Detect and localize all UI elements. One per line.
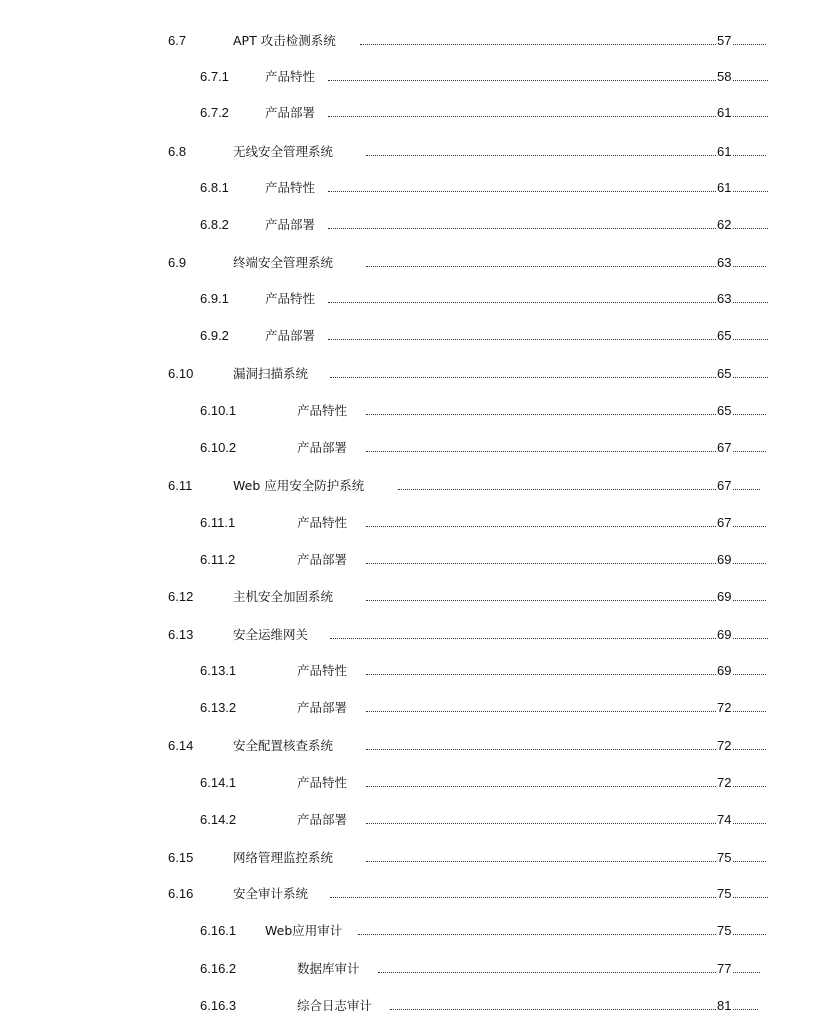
toc-entry-number: 6.13 [168,627,194,642]
toc-entry[interactable] [0,660,826,682]
toc-entry[interactable] [0,177,826,199]
toc-entry-page-number: 67 [716,437,732,459]
toc-dot-leader [366,451,766,452]
toc-dot-leader [328,80,768,81]
toc-entry[interactable] [0,624,826,646]
toc-entry-number: 6.16.2 [200,961,237,976]
toc-entry-title: 产品部署 [297,552,348,567]
toc-entry-title: 综合日志审计 [297,998,373,1013]
toc-entry-title: 产品部署 [265,328,316,343]
toc-entry[interactable] [0,363,826,385]
toc-entry-number: 6.14.1 [200,775,237,790]
toc-entry-title: Web应用审计 [265,923,343,938]
toc-entry-number: 6.7.2 [200,105,229,120]
toc-dot-leader [330,897,768,898]
toc-entry-title: 产品部署 [297,700,348,715]
toc-entry[interactable] [0,30,826,52]
toc-entry-number: 6.11.2 [200,552,236,567]
toc-dot-leader [358,934,766,935]
toc-entry-number: 6.13.1 [200,663,237,678]
toc-entry-title: 漏洞扫描系统 [233,366,309,381]
toc-dot-leader [366,155,766,156]
toc-entry-page-number: 65 [716,400,732,422]
toc-entry-page-number: 65 [716,325,732,347]
toc-entry[interactable] [0,475,826,497]
toc-entry-title: 终端安全管理系统 [233,255,334,270]
toc-entry-page-number: 63 [716,252,732,274]
toc-entry-page-number: 61 [716,141,732,163]
toc-entry-title: 产品特性 [265,291,316,306]
toc-entry-number: 6.15 [168,850,194,865]
toc-entry-title: 数据库审计 [297,961,360,976]
toc-entry-page-number: 65 [716,363,732,385]
toc-entry-title: 产品特性 [265,180,316,195]
toc-dot-leader [366,711,766,712]
toc-entry[interactable] [0,325,826,347]
toc-entry-number: 6.16 [168,886,194,901]
toc-dot-leader [366,600,766,601]
toc-dot-leader [328,191,768,192]
toc-dot-leader [398,489,760,490]
toc-entry-page-number: 75 [716,883,732,905]
toc-entry[interactable] [0,958,826,980]
toc-entry-page-number: 57 [716,30,732,52]
toc-dot-leader [328,228,768,229]
toc-entry-title: 主机安全加固系统 [233,589,334,604]
toc-entry-title: 产品部署 [265,217,316,232]
toc-entry-title: 产品特性 [297,663,348,678]
toc-dot-leader [328,339,768,340]
toc-dot-leader [366,266,766,267]
toc-entry-page-number: 62 [716,214,732,236]
toc-dot-leader [366,674,766,675]
toc-entry-title: 产品特性 [297,515,348,530]
toc-entry-number: 6.11 [168,478,193,493]
toc-entry[interactable] [0,512,826,534]
toc-entry[interactable] [0,400,826,422]
toc-entry-page-number: 81 [716,995,732,1017]
toc-dot-leader [360,44,766,45]
toc-entry-page-number: 72 [716,697,732,719]
toc-dot-leader [366,563,766,564]
toc-dot-leader [366,749,766,750]
toc-entry-title: APT 攻击检测系统 [233,33,336,48]
toc-entry[interactable] [0,214,826,236]
toc-entry-page-number: 69 [716,624,732,646]
toc-entry-number: 6.16.1 [200,923,237,938]
toc-entry-number: 6.7.1 [200,69,229,84]
toc-entry-page-number: 72 [716,772,732,794]
toc-entry-number: 6.10.1 [200,403,237,418]
toc-entry-number: 6.8.2 [200,217,229,232]
toc-entry[interactable] [0,288,826,310]
toc-entry-number: 6.8.1 [200,180,229,195]
toc-entry[interactable] [0,102,826,124]
toc-entry[interactable] [0,847,826,869]
toc-entry-number: 6.9.2 [200,328,229,343]
toc-entry[interactable] [0,995,826,1017]
toc-entry-page-number: 69 [716,660,732,682]
toc-dot-leader [366,526,766,527]
toc-dot-leader [366,861,766,862]
toc-entry-title: 产品特性 [265,69,316,84]
toc-entry[interactable] [0,735,826,757]
toc-entry-title: 安全运维网关 [233,627,309,642]
toc-entry-title: 无线安全管理系统 [233,144,334,159]
toc-entry[interactable] [0,66,826,88]
toc-entry-number: 6.14.2 [200,812,237,827]
toc-dot-leader [328,116,768,117]
toc-entry-number: 6.14 [168,738,194,753]
toc-entry-number: 6.12 [168,589,194,604]
toc-entry-number: 6.11.1 [200,515,236,530]
toc-dot-leader [366,823,766,824]
toc-entry-title: Web 应用安全防护系统 [233,478,365,493]
toc-entry-title: 产品部署 [297,812,348,827]
toc-entry[interactable] [0,586,826,608]
toc-entry[interactable] [0,549,826,571]
toc-entry[interactable] [0,252,826,274]
toc-entry[interactable] [0,437,826,459]
toc-dot-leader [378,972,760,973]
toc-entry-number: 6.7 [168,33,187,48]
toc-entry-title: 产品特性 [297,775,348,790]
toc-entry-page-number: 69 [716,549,732,571]
toc-entry-page-number: 74 [716,809,732,831]
toc-entry-number: 6.10.2 [200,440,237,455]
toc-dot-leader [390,1009,758,1010]
toc-entry-page-number: 61 [716,102,732,124]
toc-dot-leader [330,638,768,639]
toc-entry-page-number: 69 [716,586,732,608]
toc-entry[interactable] [0,697,826,719]
toc-entry-number: 6.8 [168,144,187,159]
toc-entry-number: 6.9.1 [200,291,229,306]
toc-entry-title: 产品部署 [265,105,316,120]
toc-entry-page-number: 67 [716,475,732,497]
toc-entry-page-number: 67 [716,512,732,534]
toc-dot-leader [328,302,768,303]
toc-entry-number: 6.13.2 [200,700,237,715]
toc-entry-page-number: 61 [716,177,732,199]
toc-entry-number: 6.10 [168,366,194,381]
toc-entry[interactable] [0,809,826,831]
toc-entry-title: 产品部署 [297,440,348,455]
toc-entry-page-number: 77 [716,958,732,980]
toc-entry-number: 6.16.3 [200,998,237,1013]
toc-dot-leader [330,377,768,378]
toc-entry-title: 安全配置核查系统 [233,738,334,753]
toc-entry-number: 6.9 [168,255,187,270]
toc-entry-page-number: 75 [716,920,732,942]
toc-entry-page-number: 63 [716,288,732,310]
toc-entry-page-number: 75 [716,847,732,869]
toc-entry[interactable] [0,920,826,942]
toc-entry-page-number: 58 [716,66,732,88]
toc-entry[interactable] [0,883,826,905]
toc-entry-title: 安全审计系统 [233,886,309,901]
toc-entry[interactable] [0,772,826,794]
toc-entry-title: 网络管理监控系统 [233,850,334,865]
toc-dot-leader [366,786,766,787]
toc-entry-page-number: 72 [716,735,732,757]
toc-entry-title: 产品特性 [297,403,348,418]
toc-entry[interactable] [0,141,826,163]
toc-dot-leader [366,414,766,415]
